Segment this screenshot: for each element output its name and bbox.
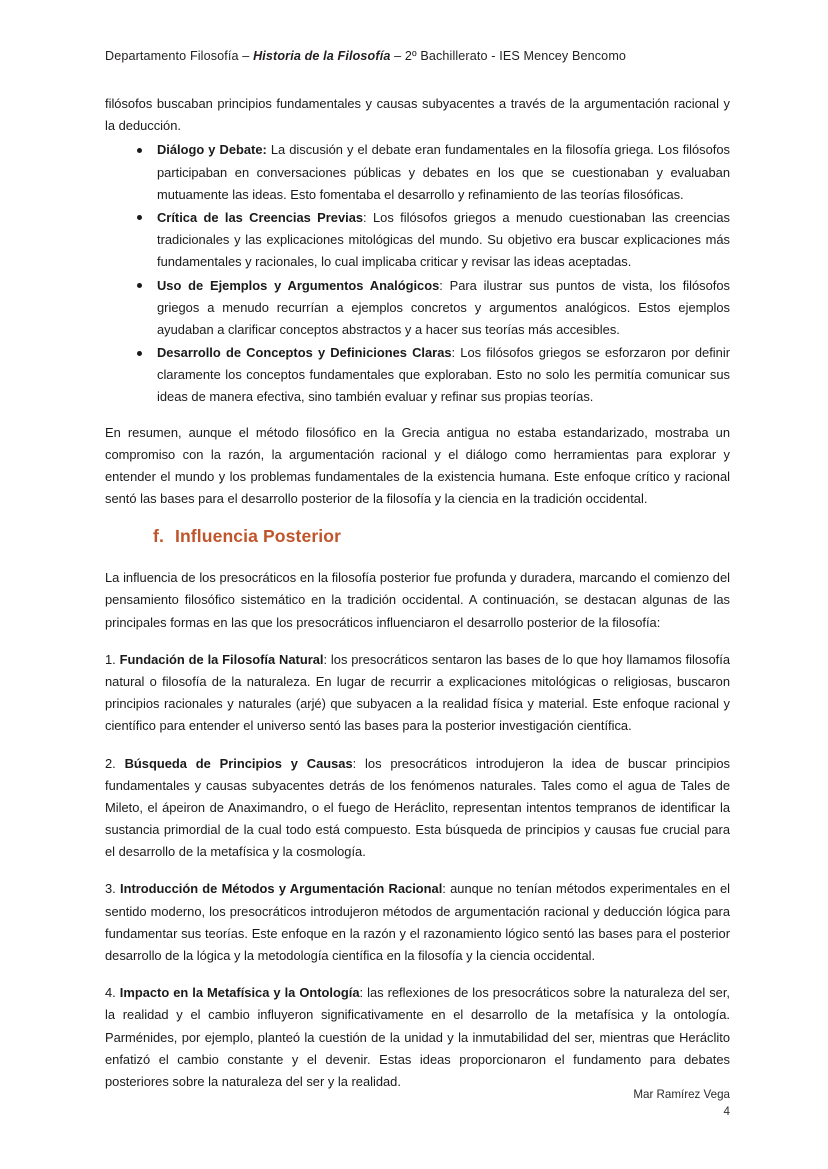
numbered-item-text: : los presocráticos sentaron las bases de lo que hoy llamamos filosofía natural o filosofía de la naturaleza. En lugar de recurrir a explicaciones mitológicas o religiosas, buscaron principios racionales y naturales (arjé) que subyacen a la realidad física y material. Este enfoque racional y científico para entender el universo sentó las bases para la posterior investigación científica. <box>105 651 730 734</box>
document-body <box>105 93 730 1108</box>
list-item-term: Desarrollo de Conceptos y Definiciones Claras <box>157 345 452 361</box>
numbered-item-4 <box>105 982 730 1093</box>
method-bullet-list <box>105 139 730 408</box>
list-item-term: Crítica de las Creencias Previas <box>157 209 364 225</box>
list-item <box>105 342 730 409</box>
numbered-item-3 <box>105 878 730 967</box>
header-suffix: – 2º Bachillerato - IES Mencey Bencomo <box>390 49 627 63</box>
numbered-item-text: : los presocráticos introdujeron la idea de buscar principios fundamentales y causas subyacentes detrás de los fenómenos naturales. Tales como el agua de Tales de Mileto, el ápeiron de Anaximandro, o el fuego de Heráclito, representan intentos tempranos de identificar la sustancia primordial de la cual todo está compuesto. Esta búsqueda de principios y causas fue crucial para el desarrollo de la metafísica y la cosmología. <box>105 755 730 860</box>
numbered-item-2 <box>105 753 730 864</box>
list-item-term: Uso de Ejemplos y Argumentos Analógicos <box>157 277 440 293</box>
list-item <box>105 207 730 274</box>
page-number: 4 <box>723 1105 730 1119</box>
list-item-text: : Para ilustrar sus puntos de vista, los filósofos griegos a menudo recurrían a ejemplos concretos y argumentos analógicos. Estos ejemplos ayudaban a clarificar conceptos abstractos y a hacer sus teorías más accesibles. <box>157 277 730 337</box>
section-heading-marker: f. <box>153 526 164 547</box>
list-item <box>105 275 730 342</box>
numbered-item-text: : aunque no tenían métodos experimentales en el sentido moderno, los presocráticos introdujeron métodos de argumentación racional y deducción lógica para fundamentar sus teorías. Este enfoque en la razón y el razonamiento lógico sentó las bases para el posterior desarrollo de la lógica y la metodología científica en la filosofía y la ciencia occidental. <box>105 881 730 964</box>
footer-author: Mar Ramírez Vega <box>633 1088 730 1101</box>
list-item-text: La discusión y el debate eran fundamentales en la filosofía griega. Los filósofos participaban en conversaciones públicas y debates en los que se cuestionaban y evaluaban mutuamente las ideas. Esto fomentaba el desarrollo y refinamiento de las teorías filosóficas. <box>157 142 730 202</box>
numbered-item-number: 4. <box>105 985 116 1001</box>
list-item-term: Diálogo y Debate: <box>157 142 267 158</box>
lead-paragraph: La influencia de los presocráticos en la filosofía posterior fue profunda y duradera, marcando el comienzo del pensamiento filosófico sistemático en la tradición occidental. A continuación, se destacan algunas de las principales formas en las que los presocráticos influenciaron el desarrollo posterior de la filosofía: <box>105 570 730 630</box>
bullet-dot-icon <box>137 283 142 288</box>
numbered-item-term: Fundación de la Filosofía Natural <box>115 651 324 667</box>
numbered-item-term: Búsqueda de Principios y Causas <box>115 755 353 771</box>
section-heading <box>105 525 730 548</box>
numbered-item-term: Impacto en la Metafísica y la Ontología <box>115 985 360 1001</box>
document-footer <box>105 1086 730 1121</box>
page-title: Influencia Posterior <box>175 526 342 547</box>
numbered-item-term: Introducción de Métodos y Argumentación Racional <box>115 881 443 897</box>
numbered-item-number: 1. <box>105 651 116 667</box>
list-item-text: : Los filósofos griegos a menudo cuestionaban las creencias tradicionales y las explicaciones mitológicas del mundo. Su objetivo era buscar explicaciones más fundamentales y racionales, lo cual implicaba criticar y revisar las ideas aceptadas. <box>157 209 730 270</box>
numbered-item-number: 3. <box>105 881 116 897</box>
bullet-dot-icon <box>137 148 142 153</box>
continued-paragraph: filósofos buscaban principios fundamentales y causas subyacentes a través de la argumentación racional y la deducción. <box>105 96 730 134</box>
numbered-item-number: 2. <box>105 755 116 771</box>
numbered-item-1 <box>105 649 730 738</box>
numbered-item-text: : las reflexiones de los presocráticos sobre la naturaleza del ser, la realidad y el cambio influyeron significativamente en el desarrollo de la metafísica y la ontología. Parménides, por ejemplo, planteó la cuestión de la unidad y la inmutabilidad del ser, mientras que Heráclito enfatizó el cambio constante y el devenir. Estas ideas proporcionaron el fundamento para debates posteriores sobre la naturaleza del ser y la realidad. <box>105 985 730 1089</box>
document-header <box>105 48 730 65</box>
list-item-text: : Los filósofos griegos se esforzaron por definir claramente los conceptos fundamentales que exploraban. Esto no solo les permitía comunicar sus ideas de manera efectiva, sino también evaluar y refinar sus propias teorías. <box>157 345 731 405</box>
summary-paragraph: En resumen, aunque el método filosófico en la Grecia antigua no estaba estandarizado, mostraba un compromiso con la razón, la argumentación racional y el diálogo como herramientas para explorar y entender el mundo y los problemas fundamentales de la existencia humana. Este enfoque crítico y racional sentó las bases para el desarrollo posterior de la filosofía y la ciencia en la tradición occidental. <box>105 424 730 507</box>
header-department: Departamento Filosofía – <box>105 49 254 63</box>
list-item <box>105 139 730 206</box>
bullet-dot-icon <box>137 215 142 220</box>
header-course-title: Historia de la Filosofía <box>253 49 391 63</box>
bullet-dot-icon <box>137 351 142 356</box>
